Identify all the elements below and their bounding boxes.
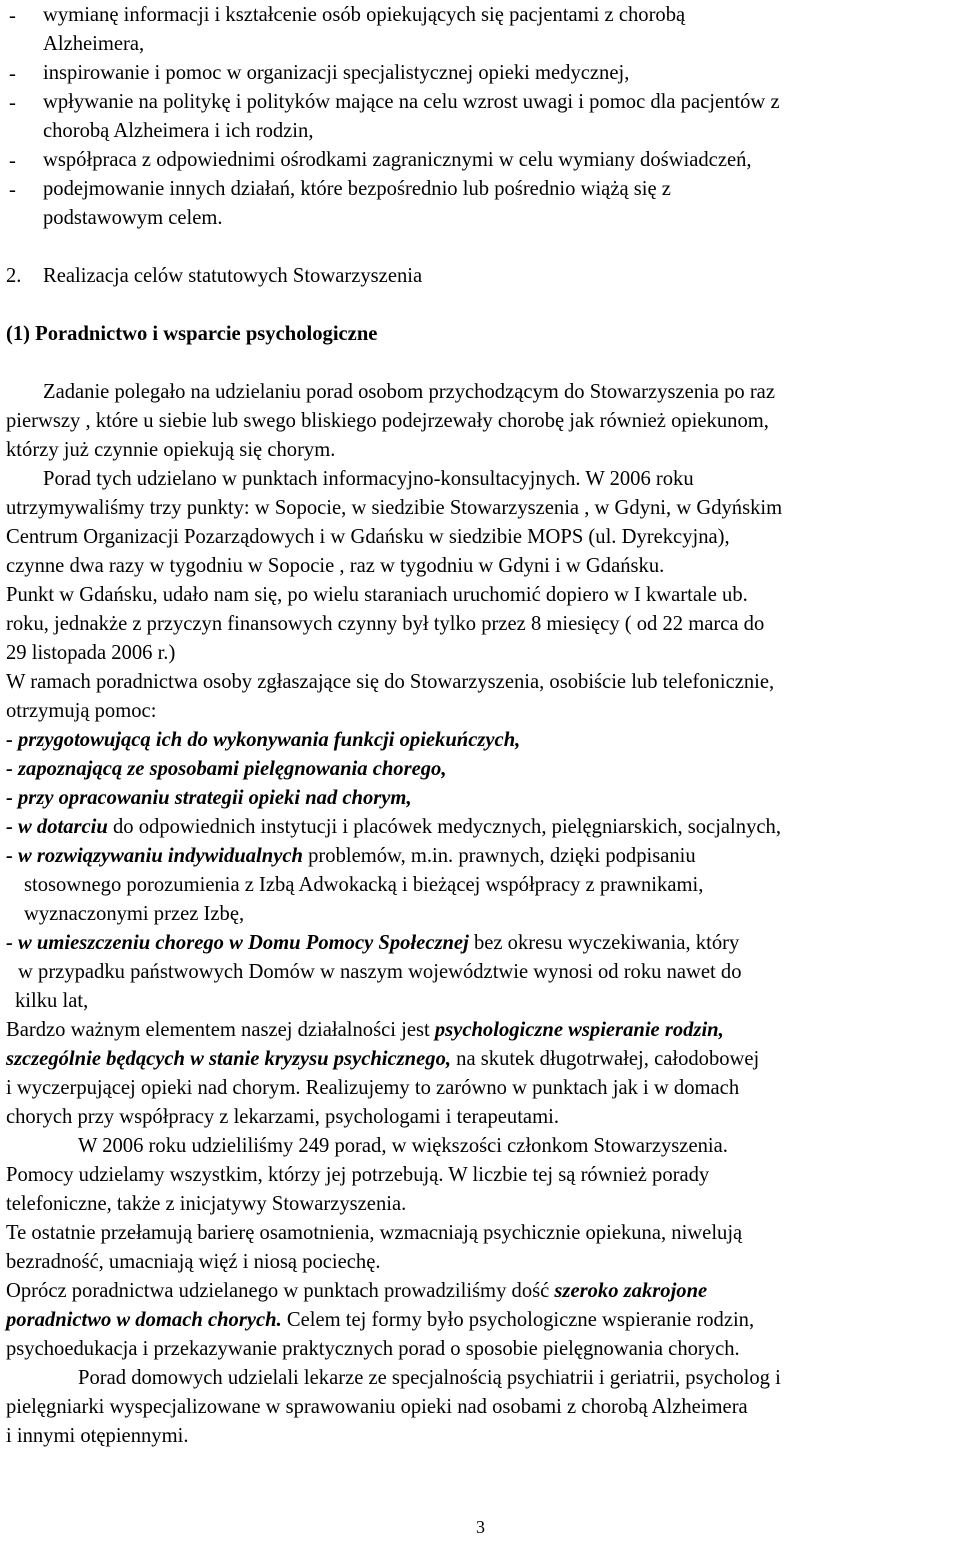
help-item-run: - zapoznającą ze sposobami pielęgnowania chorego, [6,758,447,780]
paragraph-line: Porad domowych udzielali lekarze ze specjalnością psychiatrii i geriatrii, psycholog i [78,1367,781,1389]
help-item [6,730,520,751]
text-run: Oprócz poradnictwa udzielanego w punktach prowadziliśmy dość [6,1280,555,1302]
list-item-line: chorobą Alzheimera i ich rodzin, [43,120,314,142]
paragraph-line [6,1281,707,1302]
paragraph-line: W 2006 roku udzieliliśmy 249 porad, w większości członkom Stowarzyszenia. [78,1135,728,1157]
paragraph-line: otrzymują pomoc: [6,700,157,722]
paragraph-line [6,1020,724,1041]
text-run: i wyczerpującej opieki nad chorym. Realizujemy to zarówno w punktach jak i w domach [6,1077,740,1099]
help-item-run: - w umieszczeniu chorego w Domu Pomocy Społecznej [6,932,469,954]
help-item-run: w przypadku państwowych Domów w naszym województwie wynosi od roku nawet do [18,961,742,983]
help-item-run: bez okresu wyczekiwania, który [468,932,740,954]
help-item-run: - przy opracowaniu strategii opieki nad chorym, [6,787,412,809]
paragraph-line: utrzymywaliśmy trzy punkty: w Sopocie, w siedzibie Stowarzyszenia , w Gdyni, w Gdyńskim [6,497,783,519]
paragraph-line: Te ostatnie przełamują barierę osamotnienia, wzmacniają psychicznie opiekuna, niwelują [6,1222,743,1244]
help-item-line [6,846,696,867]
section-title: Realizacja celów statutowych Stowarzyszenia [43,265,423,287]
help-item-run: - przygotowującą ich do wykonywania funkcji opiekuńczych, [6,729,521,751]
paragraph-line [6,1310,754,1331]
help-item-line [15,991,88,1012]
text-run: Celem tej formy było psychologiczne wspieranie rodzin, [281,1309,755,1331]
paragraph-line: Punkt w Gdańsku, udało nam się, po wielu staraniach uruchomić dopiero w I kwartale ub. [6,584,748,606]
paragraph-line: Centrum Organizacji Pozarządowych i w Gdańsku w siedzibie MOPS (ul. Dyrekcyjna), [6,526,730,548]
paragraph-line: telefoniczne, także z inicjatywy Stowarzyszenia. [6,1193,407,1215]
paragraph-line: czynne dwa razy w tygodniu w Sopocie , raz w tygodniu w Gdyni i w Gdańsku. [6,555,665,577]
text-run: na skutek długotrwałej, całodobowej [451,1048,760,1070]
paragraph-line: roku, jednakże z przyczyn finansowych czynny był tylko przez 8 miesięcy ( od 22 marca do [6,613,765,635]
text-run: psychoedukacja i przekazywanie praktycznych porad o sposobie pielęgnowania chorych. [6,1338,740,1360]
paragraph-line: Porad tych udzielano w punktach informacyjno-konsultacyjnych. W 2006 roku [43,468,694,490]
paragraph-line [6,1339,740,1360]
text-run: Bardzo ważnym elementem naszej działalności jest [6,1019,435,1041]
text-run: szeroko zakrojone [554,1280,708,1302]
paragraph-line [6,1049,759,1070]
help-item-run: kilku lat, [15,990,89,1012]
paragraph-line: Pomocy udzielamy wszystkim, którzy jej potrzebują. W liczbie tej są również porady [6,1164,710,1186]
help-item-run: problemów, m.in. prawnych, dzięki podpisaniu [302,845,696,867]
section-number: 2. [6,265,22,287]
help-item-line [18,962,742,983]
help-item-run: - w dotarciu [6,816,108,838]
paragraph-line [6,1078,739,1099]
paragraph-line [6,1107,559,1128]
help-item-run: do odpowiednich instytucji i placówek medycznych, pielęgniarskich, socjalnych, [107,816,781,838]
subsection-heading: (1) Poradnictwo i wsparcie psychologiczne [6,323,378,345]
paragraph-line: którzy już czynnie opiekują się chorym. [6,439,336,461]
paragraph-line: pielęgniarki wyspecjalizowane w sprawowaniu opieki nad osobami z chorobą Alzheimera [6,1396,748,1418]
help-item-line [24,904,244,925]
bullet-dash: - [9,150,16,172]
help-item-run: wyznaczonymi przez Izbę, [24,903,245,925]
paragraph-line: 29 listopada 2006 r.) [6,642,176,664]
page-number: 3 [476,1517,485,1537]
text-run: poradnictwo w domach chorych. [6,1309,282,1331]
list-item-line: Alzheimera, [43,33,145,55]
list-item-line: współpraca z odpowiednimi ośrodkami zagranicznymi w celu wymiany doświadczeń, [43,149,752,171]
help-item-line [24,875,703,896]
help-item-line [6,933,739,954]
bullet-dash: - [9,92,16,114]
help-item-run: - w rozwiązywaniu indywidualnych [6,845,303,867]
help-item [6,788,412,809]
list-item-line: podejmowanie innych działań, które bezpośrednio lub pośrednio wiążą się z [43,178,671,200]
list-item-line: inspirowanie i pomoc w organizacji specjalistycznej opieki medycznej, [43,62,630,84]
paragraph-line: bezradność, umacniają więź i niosą pociechę. [6,1251,381,1273]
paragraph-line: pierwszy , które u siebie lub swego bliskiego podejrzewały chorobę jak również opiekunom, [6,410,769,432]
help-item [6,817,781,838]
paragraph-line: Zadanie polegało na udzielaniu porad osobom przychodzącym do Stowarzyszenia po raz [43,381,775,403]
paragraph-line: i innymi otępiennymi. [6,1425,189,1447]
help-item [6,759,447,780]
list-item-line: wpływanie na politykę i polityków mające na celu wzrost uwagi i pomoc dla pacjentów z [43,91,780,113]
paragraph-line: W ramach poradnictwa osoby zgłaszające się do Stowarzyszenia, osobiście lub telefonicznie, [6,671,775,693]
list-item-line: wymianę informacji i kształcenie osób opiekujących się pacjentami z chorobą [43,4,686,26]
help-item-run: stosownego porozumienia z Izbą Adwokacką i bieżącej współpracy z prawnikami, [24,874,704,896]
text-run: szczególnie będących w stanie kryzysu psychicznego, [6,1048,452,1070]
bullet-dash: - [9,5,16,27]
bullet-dash: - [9,179,16,201]
text-run: psychologiczne wspieranie rodzin, [434,1019,724,1041]
list-item-line: podstawowym celem. [43,207,223,229]
text-run: chorych przy współpracy z lekarzami, psychologami i terapeutami. [6,1106,559,1128]
bullet-dash: - [9,63,16,85]
